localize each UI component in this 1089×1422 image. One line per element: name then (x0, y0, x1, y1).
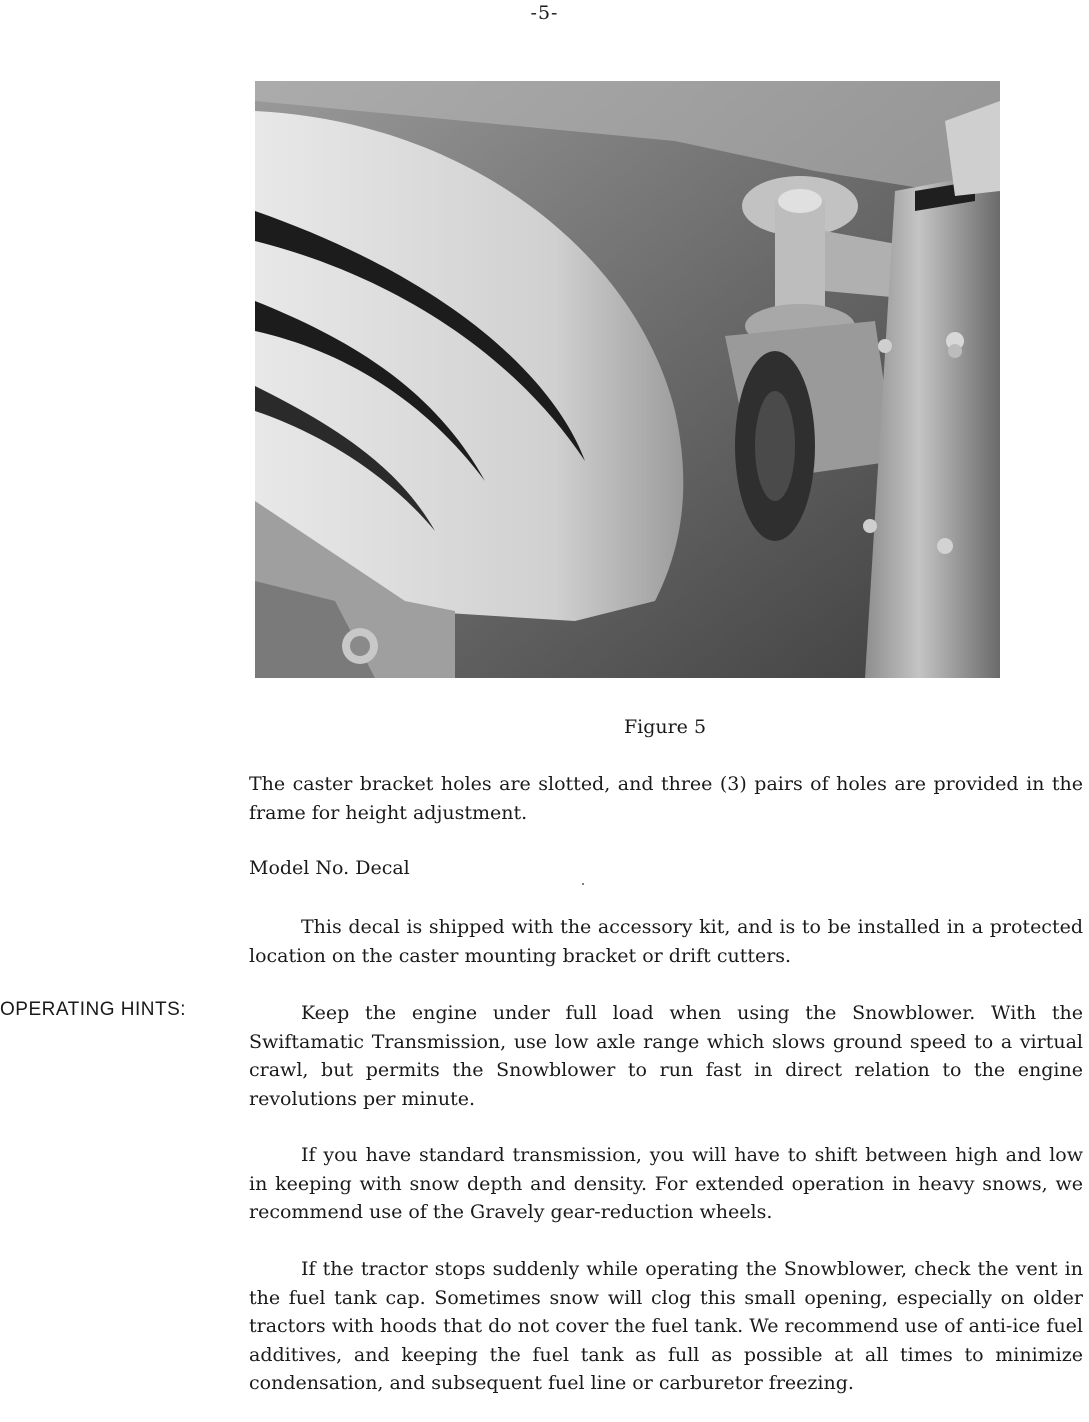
hint-paragraph-2: If you have standard transmission, you will have to shift between high and low in keeping with snow depth and density. For extended operation in heavy snows, we recommend use of the Gravely gear-reduction wheels. (249, 1144, 1083, 1223)
hint-paragraph-1: Keep the engine under full load when using the Snowblower. With the Swiftamatic Transmission, use low axle range which slows ground speed to a virtual crawl, but permits the Snowblower to run fast in direct relation to the engine revolutions per minute. (249, 1002, 1083, 1110)
print-speck (582, 883, 584, 885)
figure-5-photo (255, 81, 1000, 678)
hint-paragraph-3: If the tractor stops suddenly while operating the Snowblower, check the vent in the fuel tank cap. Sometimes snow will clog this small opening, especially on older tractors with hoods that do not cover the fuel tank. We recommend use of anti-ice fuel additives, and keeping the fuel tank as full as possible at all times to minimize condensation, and subsequent fuel line or carburetor freezing. (249, 1258, 1083, 1394)
figure-caption: Figure 5 (623, 716, 707, 738)
page-number: -5- (530, 2, 559, 24)
model-decal-heading: Model No. Decal (249, 857, 410, 879)
decal-paragraph: This decal is shipped with the accessory kit, and is to be installed in a protected location on the caster mounting bracket or drift cutters. (249, 916, 1083, 967)
caster-bracket-paragraph: The caster bracket holes are slotted, and three (3) pairs of holes are provided in the frame for height adjustment. (249, 773, 1083, 824)
operating-hints-label: OPERATING HINTS: (0, 999, 187, 1020)
